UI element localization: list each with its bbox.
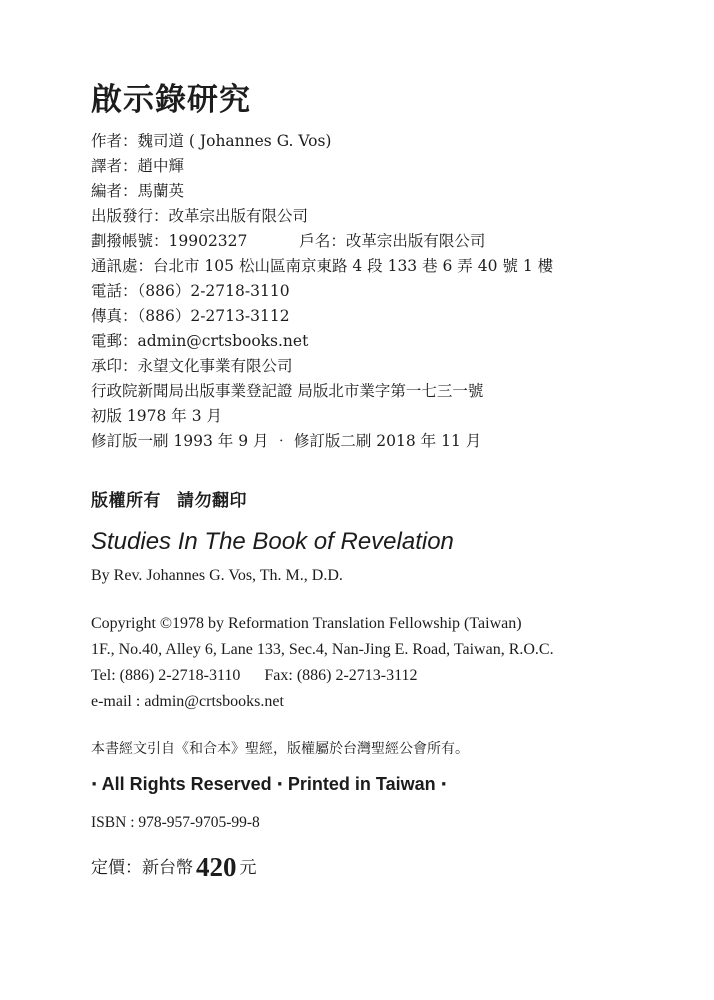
- copyright-line: Copyright ©1978 by Reformation Translation Fellowship (Taiwan): [91, 615, 522, 632]
- isbn: ISBN : 978-957-9705-99-8: [91, 814, 260, 831]
- detail-registration: 行政院新聞局出版事業登記證 局版北市業字第一七三一號: [91, 382, 484, 400]
- price-amount: 420: [196, 852, 237, 882]
- account-line: [91, 231, 485, 251]
- fax-en: Fax: (886) 2-2713-3112: [264, 667, 418, 684]
- tel-en: Tel: (886) 2-2718-3110: [91, 667, 241, 684]
- credit-editor: 編者：馬蘭英: [91, 182, 185, 200]
- all-rights-reserved: ‧ All Rights Reserved ‧ Printed in Taiwan ‧: [91, 774, 447, 794]
- detail-fax: 傳真：（886）2-2713-3112: [91, 307, 290, 325]
- address-en: 1F., No.40, Alley 6, Lane 133, Sec.4, Nan-Jing E. Road, Taiwan, R.O.C.: [91, 641, 554, 658]
- rights-left: 版權所有: [91, 491, 161, 511]
- detail-printer: 承印：永望文化事業有限公司: [91, 357, 293, 375]
- tel-fax-en: [91, 666, 418, 686]
- account-name: 戶名：改革宗出版有限公司: [299, 232, 486, 250]
- credit-publisher: 出版發行：改革宗出版有限公司: [91, 207, 309, 225]
- account-number: 劃撥帳號：19902327: [91, 232, 248, 250]
- bible-version-note: 本書經文引自《和合本》聖經，版權屬於台灣聖經公會所有。: [91, 741, 469, 757]
- detail-email: 電郵：admin@crtsbooks.net: [91, 332, 309, 350]
- price-prefix: 定價：新台幣: [91, 858, 193, 878]
- credit-author: 作者：魏司道 ( Johannes G. Vos): [91, 132, 332, 150]
- credit-translator: 譯者：趙中輝: [91, 157, 185, 175]
- price-line: [91, 852, 257, 883]
- price-suffix: 元: [239, 858, 257, 878]
- rights-right: 請勿翻印: [177, 491, 247, 511]
- book-title-en: Studies In The Book of Revelation: [91, 528, 454, 555]
- book-title-zh: 啟示錄研究: [91, 82, 251, 118]
- detail-revised-editions: 修訂版一刷 1993 年 9 月 ‧ 修訂版二刷 2018 年 11 月: [91, 432, 482, 450]
- detail-phone: 電話：（886）2-2718-3110: [91, 282, 290, 300]
- detail-address: 通訊處：台北市 105 松山區南京東路 4 段 133 巷 6 弄 40 號 1 樓: [91, 257, 554, 275]
- email-en: e-mail : admin@crtsbooks.net: [91, 693, 284, 710]
- detail-first-edition: 初版 1978 年 3 月: [91, 407, 223, 425]
- author-en: By Rev. Johannes G. Vos, Th. M., D.D.: [91, 567, 343, 584]
- rights-reserved-zh: [91, 486, 247, 511]
